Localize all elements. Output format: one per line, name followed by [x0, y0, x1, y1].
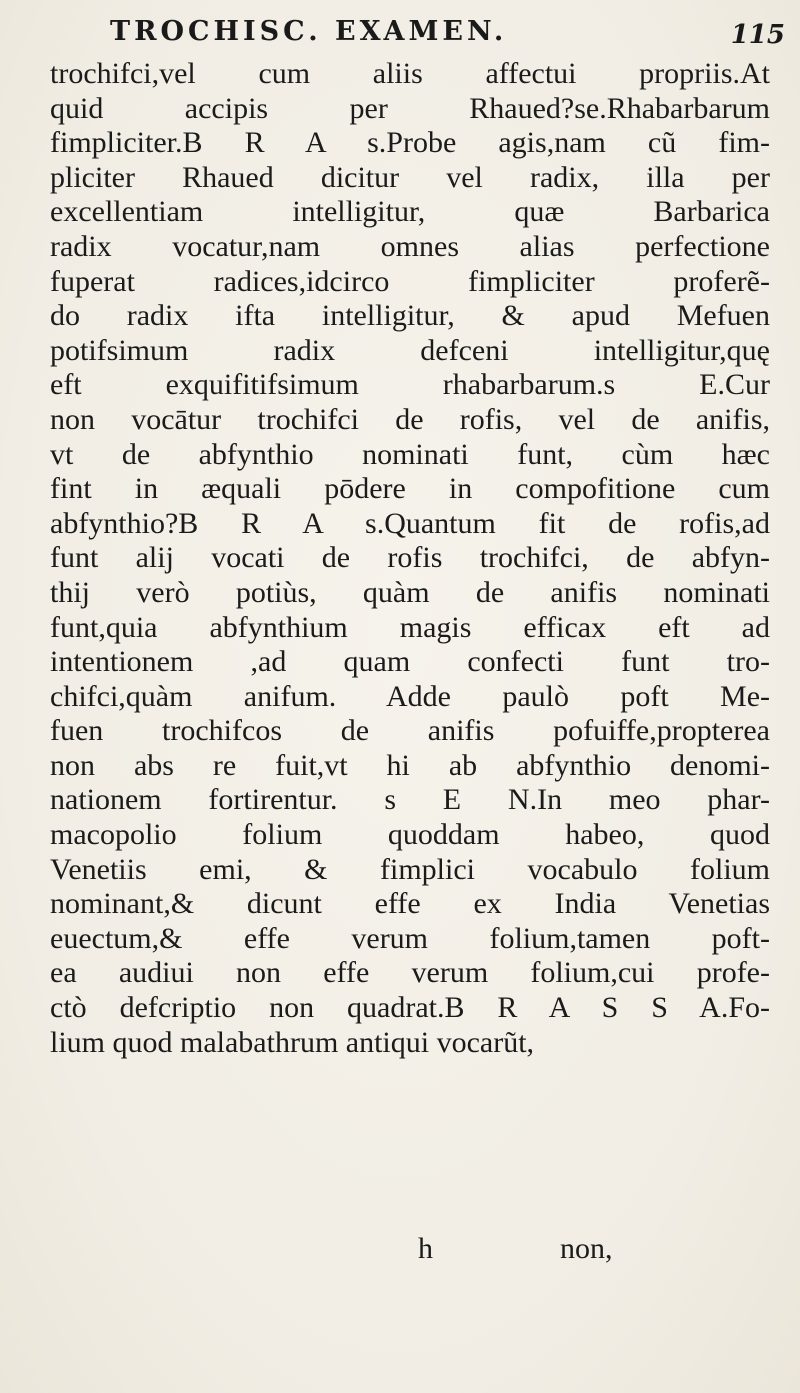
text-line: fimpliciter.B R A s.Probe agis,nam cũ fim-	[50, 126, 770, 160]
text-line: do radix ifta intelligitur, & apud Mefuen	[50, 299, 770, 333]
page-number: 115	[730, 20, 785, 50]
text-line: chifci,quàm anifum. Adde paulò poft Me-	[50, 679, 770, 713]
text-line: euectum,& effe verum folium,tamen poft-	[50, 921, 770, 955]
text-line: vt de abfynthio nominati funt, cùm hæc	[50, 437, 770, 471]
text-line: ctò defcriptio non quadrat.B R A S S A.Fo-	[50, 991, 770, 1025]
text-line: eft exquifitifsimum rhabarbarum.s E.Cur	[50, 368, 770, 402]
running-head: TROCHISC. EXAMEN.	[110, 16, 508, 47]
text-line: thij verò potiùs, quàm de anifis nominati	[50, 575, 770, 609]
text-line: funt,quia abfynthium magis efficax eft ad	[50, 610, 770, 644]
text-line: fint in æquali pōdere in compofitione cum	[50, 472, 770, 506]
text-line: trochifci,vel cum aliis affectui propriis.At	[50, 57, 770, 90]
text-line: macopolio folium quoddam habeo, quod	[50, 818, 770, 852]
text-line: funt alij vocati de rofis trochifci, de abfyn-	[50, 541, 770, 575]
text-line: excellentiam intelligitur, quæ Barbarica	[50, 195, 770, 229]
text-line: pliciter Rhaued dicitur vel radix, illa per	[50, 160, 770, 194]
text-line: abfynthio?B R A s.Quantum fit de rofis,ad	[50, 506, 770, 540]
text-line: potifsimum radix defceni intelligitur,quę	[50, 333, 770, 367]
text-line: fuen trochifcos de anifis pofuiffe,propterea	[50, 714, 770, 748]
text-line: intentionem ,ad quam confecti funt tro-	[50, 645, 770, 679]
text-line: lium quod malabathrum antiqui vocarũt,	[50, 1025, 535, 1059]
text-line: non vocātur trochifci de rofis, vel de anifis,	[50, 402, 770, 436]
text-line: Venetiis emi, & fimplici vocabulo folium	[50, 852, 770, 886]
body-text	[50, 57, 770, 1060]
text-line: nationem fortirentur. s E N.In meo phar-	[50, 783, 770, 817]
text-line: nominant,& dicunt effe ex India Venetias	[50, 887, 770, 921]
text-line: fuperat radices,idcirco fimpliciter proferẽ-	[50, 264, 770, 298]
catchword: non,	[560, 1232, 613, 1265]
text-line: non abs re fuit,vt hi ab abfynthio denomi-	[50, 748, 770, 782]
text-line: radix vocatur,nam omnes alias perfectione	[50, 229, 770, 263]
signature-mark: h	[418, 1232, 433, 1265]
text-line: quid accipis per Rhaued?se.Rhabarbarum	[50, 91, 770, 125]
text-line: ea audiui non effe verum folium,cui profe-	[50, 956, 770, 990]
page-header	[110, 16, 785, 50]
